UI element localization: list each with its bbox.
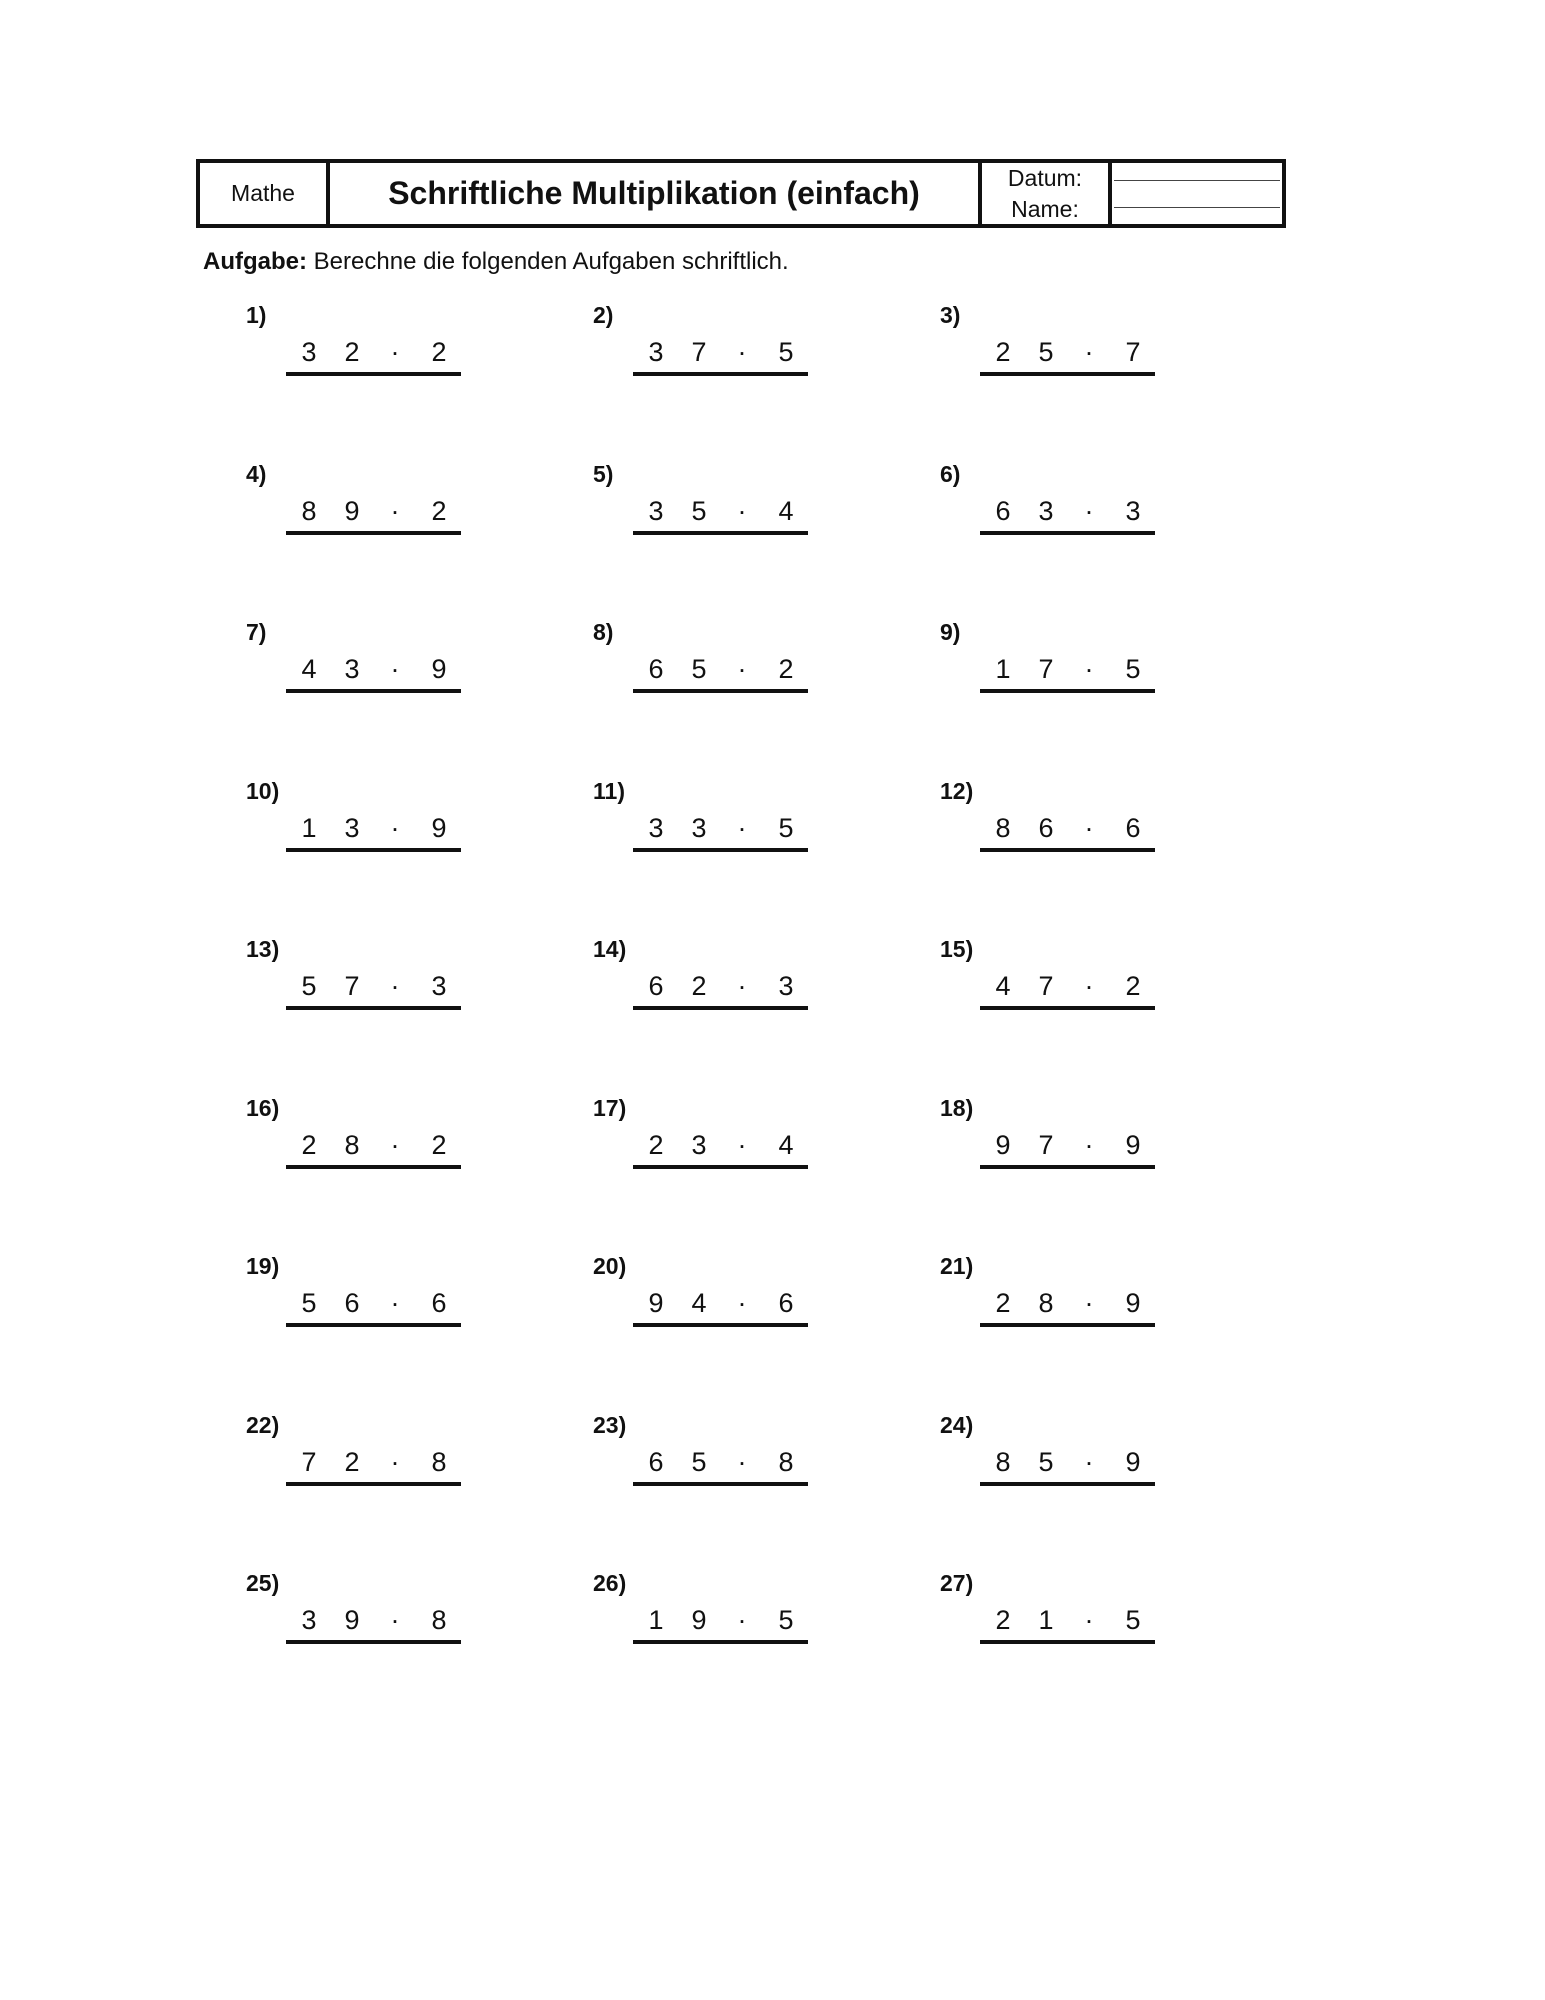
multiply-sign: · — [390, 1130, 400, 1160]
digit-ones: 7 — [344, 971, 360, 1001]
problem-item — [940, 302, 1180, 402]
problem-expression — [286, 1283, 461, 1327]
multiplier-digit: 5 — [778, 1605, 794, 1635]
problem-item — [593, 778, 833, 878]
problem-item — [593, 619, 833, 719]
digit-tens: 4 — [301, 654, 317, 684]
problem-item — [940, 1570, 1180, 1670]
multiply-sign: · — [1084, 654, 1094, 684]
multiplier-digit: 3 — [1125, 496, 1141, 526]
problem-number: 8) — [593, 619, 614, 645]
problem-expression — [633, 1600, 808, 1644]
multiply-sign: · — [390, 813, 400, 843]
problem-expression — [633, 491, 808, 535]
problem-number: 13) — [246, 936, 280, 962]
problem-number: 20) — [593, 1253, 627, 1279]
problem-expression — [633, 1283, 808, 1327]
name-label: Name: — [1011, 195, 1079, 222]
digit-ones: 5 — [1038, 337, 1054, 367]
problem-item — [940, 778, 1180, 878]
problem-number: 23) — [593, 1412, 627, 1438]
digit-tens: 1 — [648, 1605, 664, 1635]
problem-expression — [633, 808, 808, 852]
problem-expression — [980, 808, 1155, 852]
digit-ones: 5 — [691, 1447, 707, 1477]
multiply-sign: · — [737, 1447, 747, 1477]
problem-item — [940, 936, 1180, 1036]
multiply-sign: · — [1084, 813, 1094, 843]
digit-tens: 8 — [995, 1447, 1011, 1477]
digit-ones: 2 — [344, 337, 360, 367]
digit-tens: 9 — [995, 1130, 1011, 1160]
problem-number: 6) — [940, 461, 961, 487]
problem-expression — [633, 1125, 808, 1169]
problem-number: 15) — [940, 936, 974, 962]
multiply-sign: · — [1084, 496, 1094, 526]
multiply-sign: · — [390, 337, 400, 367]
problem-number: 7) — [246, 619, 267, 645]
digit-tens: 2 — [648, 1130, 664, 1160]
task-instruction — [203, 248, 789, 276]
problem-expression — [633, 966, 808, 1010]
multiplier-digit: 5 — [1125, 654, 1141, 684]
digit-ones: 3 — [691, 813, 707, 843]
multiply-sign: · — [737, 813, 747, 843]
problem-expression — [980, 332, 1155, 376]
problem-item — [940, 461, 1180, 561]
digit-ones: 2 — [691, 971, 707, 1001]
digit-tens: 1 — [995, 654, 1011, 684]
problem-item — [246, 1253, 486, 1353]
multiplier-digit: 9 — [1125, 1288, 1141, 1318]
problem-item — [593, 936, 833, 1036]
multiplier-digit: 6 — [1125, 813, 1141, 843]
multiplier-digit: 8 — [778, 1447, 794, 1477]
multiplier-digit: 8 — [431, 1447, 447, 1477]
digit-tens: 2 — [995, 1288, 1011, 1318]
problem-item — [593, 302, 833, 402]
digit-ones: 7 — [1038, 654, 1054, 684]
date-name-labels — [982, 163, 1112, 224]
date-label: Datum: — [1007, 164, 1083, 191]
problem-item — [593, 1570, 833, 1670]
worksheet-header — [196, 159, 1286, 228]
multiplier-digit: 6 — [431, 1288, 447, 1318]
task-text: Berechne die folgenden Aufgaben schriftlich. — [313, 248, 789, 275]
digit-tens: 6 — [648, 1447, 664, 1477]
problem-expression — [980, 1442, 1155, 1486]
problem-item — [940, 1253, 1180, 1353]
digit-tens: 2 — [301, 1130, 317, 1160]
multiply-sign: · — [390, 1288, 400, 1318]
multiplier-digit: 6 — [778, 1288, 794, 1318]
digit-tens: 3 — [648, 337, 664, 367]
multiply-sign: · — [737, 337, 747, 367]
problem-item — [246, 461, 486, 561]
multiply-sign: · — [390, 1447, 400, 1477]
digit-ones: 9 — [344, 496, 360, 526]
digit-ones: 3 — [344, 654, 360, 684]
digit-tens: 2 — [995, 1605, 1011, 1635]
digit-tens: 6 — [648, 654, 664, 684]
problem-expression — [286, 332, 461, 376]
digit-tens: 6 — [995, 496, 1011, 526]
digit-ones: 7 — [1038, 1130, 1054, 1160]
problem-item — [246, 1412, 486, 1512]
multiply-sign: · — [737, 1130, 747, 1160]
problem-expression — [286, 1125, 461, 1169]
digit-ones: 1 — [1038, 1605, 1054, 1635]
problem-number: 5) — [593, 461, 614, 487]
digit-ones: 2 — [344, 1447, 360, 1477]
digit-ones: 8 — [1038, 1288, 1054, 1318]
problem-number: 16) — [246, 1095, 280, 1121]
digit-tens: 1 — [301, 813, 317, 843]
problem-item — [940, 619, 1180, 719]
problem-number: 25) — [246, 1570, 280, 1596]
problem-number: 26) — [593, 1570, 627, 1596]
problem-number: 9) — [940, 619, 961, 645]
multiplier-digit: 5 — [778, 337, 794, 367]
multiply-sign: · — [390, 654, 400, 684]
problem-item — [593, 1412, 833, 1512]
problem-item — [246, 1570, 486, 1670]
multiplier-digit: 2 — [431, 1130, 447, 1160]
digit-tens: 3 — [648, 496, 664, 526]
digit-ones: 5 — [691, 496, 707, 526]
problem-number: 12) — [940, 778, 974, 804]
subject-cell: Mathe — [200, 163, 330, 224]
problem-number: 17) — [593, 1095, 627, 1121]
problem-expression — [633, 1442, 808, 1486]
problem-expression — [980, 491, 1155, 535]
problem-expression — [286, 808, 461, 852]
problem-expression — [286, 1442, 461, 1486]
multiplier-digit: 9 — [1125, 1447, 1141, 1477]
digit-ones: 6 — [1038, 813, 1054, 843]
multiply-sign: · — [737, 1288, 747, 1318]
multiplier-digit: 5 — [1125, 1605, 1141, 1635]
digit-tens: 2 — [995, 337, 1011, 367]
problem-item — [246, 1095, 486, 1195]
problem-expression — [980, 966, 1155, 1010]
multiplier-digit: 9 — [431, 654, 447, 684]
digit-tens: 8 — [301, 496, 317, 526]
multiply-sign: · — [737, 654, 747, 684]
problem-item — [246, 619, 486, 719]
problem-number: 14) — [593, 936, 627, 962]
problem-number: 27) — [940, 1570, 974, 1596]
multiplier-digit: 3 — [778, 971, 794, 1001]
digit-ones: 9 — [344, 1605, 360, 1635]
multiplier-digit: 2 — [1125, 971, 1141, 1001]
digit-ones: 5 — [691, 654, 707, 684]
problem-expression — [980, 1600, 1155, 1644]
digit-tens: 6 — [648, 971, 664, 1001]
date-field-line — [1114, 180, 1280, 181]
multiplier-digit: 9 — [1125, 1130, 1141, 1160]
multiply-sign: · — [737, 496, 747, 526]
problem-number: 21) — [940, 1253, 974, 1279]
problem-number: 1) — [246, 302, 267, 328]
problem-item — [246, 302, 486, 402]
digit-tens: 3 — [301, 1605, 317, 1635]
problem-item — [593, 1095, 833, 1195]
digit-tens: 3 — [301, 337, 317, 367]
multiply-sign: · — [737, 971, 747, 1001]
page-title: Schriftliche Multiplikation (einfach) — [330, 163, 982, 224]
problem-expression — [286, 966, 461, 1010]
multiplier-digit: 4 — [778, 496, 794, 526]
problem-expression — [980, 1125, 1155, 1169]
digit-ones: 6 — [344, 1288, 360, 1318]
digit-ones: 3 — [691, 1130, 707, 1160]
problem-number: 18) — [940, 1095, 974, 1121]
problem-item — [246, 936, 486, 1036]
problem-number: 22) — [246, 1412, 280, 1438]
multiply-sign: · — [1084, 971, 1094, 1001]
digit-tens: 9 — [648, 1288, 664, 1318]
problem-number: 19) — [246, 1253, 280, 1279]
problem-number: 24) — [940, 1412, 974, 1438]
digit-ones: 7 — [691, 337, 707, 367]
problem-number: 2) — [593, 302, 614, 328]
multiplier-digit: 4 — [778, 1130, 794, 1160]
multiply-sign: · — [1084, 1288, 1094, 1318]
multiplier-digit: 2 — [431, 496, 447, 526]
multiply-sign: · — [1084, 337, 1094, 367]
multiply-sign: · — [1084, 1447, 1094, 1477]
multiplier-digit: 7 — [1125, 337, 1141, 367]
multiply-sign: · — [390, 971, 400, 1001]
problem-expression — [633, 649, 808, 693]
digit-tens: 3 — [648, 813, 664, 843]
multiplier-digit: 3 — [431, 971, 447, 1001]
date-name-fields — [1112, 163, 1282, 224]
problem-expression — [633, 332, 808, 376]
digit-tens: 5 — [301, 971, 317, 1001]
problem-item — [940, 1412, 1180, 1512]
digit-ones: 8 — [344, 1130, 360, 1160]
multiplier-digit: 2 — [778, 654, 794, 684]
name-field-line — [1114, 207, 1280, 208]
problem-expression — [286, 491, 461, 535]
multiplier-digit: 2 — [431, 337, 447, 367]
problem-item — [593, 461, 833, 561]
task-label: Aufgabe: — [203, 248, 307, 275]
digit-tens: 4 — [995, 971, 1011, 1001]
multiplier-digit: 9 — [431, 813, 447, 843]
digit-tens: 8 — [995, 813, 1011, 843]
problem-number: 11) — [593, 778, 625, 804]
multiplier-digit: 5 — [778, 813, 794, 843]
multiply-sign: · — [390, 1605, 400, 1635]
problem-expression — [286, 649, 461, 693]
multiply-sign: · — [1084, 1605, 1094, 1635]
digit-tens: 5 — [301, 1288, 317, 1318]
problem-number: 3) — [940, 302, 961, 328]
multiply-sign: · — [390, 496, 400, 526]
problem-expression — [286, 1600, 461, 1644]
digit-ones: 4 — [691, 1288, 707, 1318]
problem-expression — [980, 1283, 1155, 1327]
problem-item — [246, 778, 486, 878]
problem-item — [940, 1095, 1180, 1195]
digit-ones: 3 — [344, 813, 360, 843]
digit-ones: 9 — [691, 1605, 707, 1635]
digit-tens: 7 — [301, 1447, 317, 1477]
problem-number: 10) — [246, 778, 280, 804]
digit-ones: 5 — [1038, 1447, 1054, 1477]
problem-expression — [980, 649, 1155, 693]
multiplier-digit: 8 — [431, 1605, 447, 1635]
multiply-sign: · — [737, 1605, 747, 1635]
digit-ones: 3 — [1038, 496, 1054, 526]
digit-ones: 7 — [1038, 971, 1054, 1001]
problem-number: 4) — [246, 461, 267, 487]
problem-item — [593, 1253, 833, 1353]
multiply-sign: · — [1084, 1130, 1094, 1160]
